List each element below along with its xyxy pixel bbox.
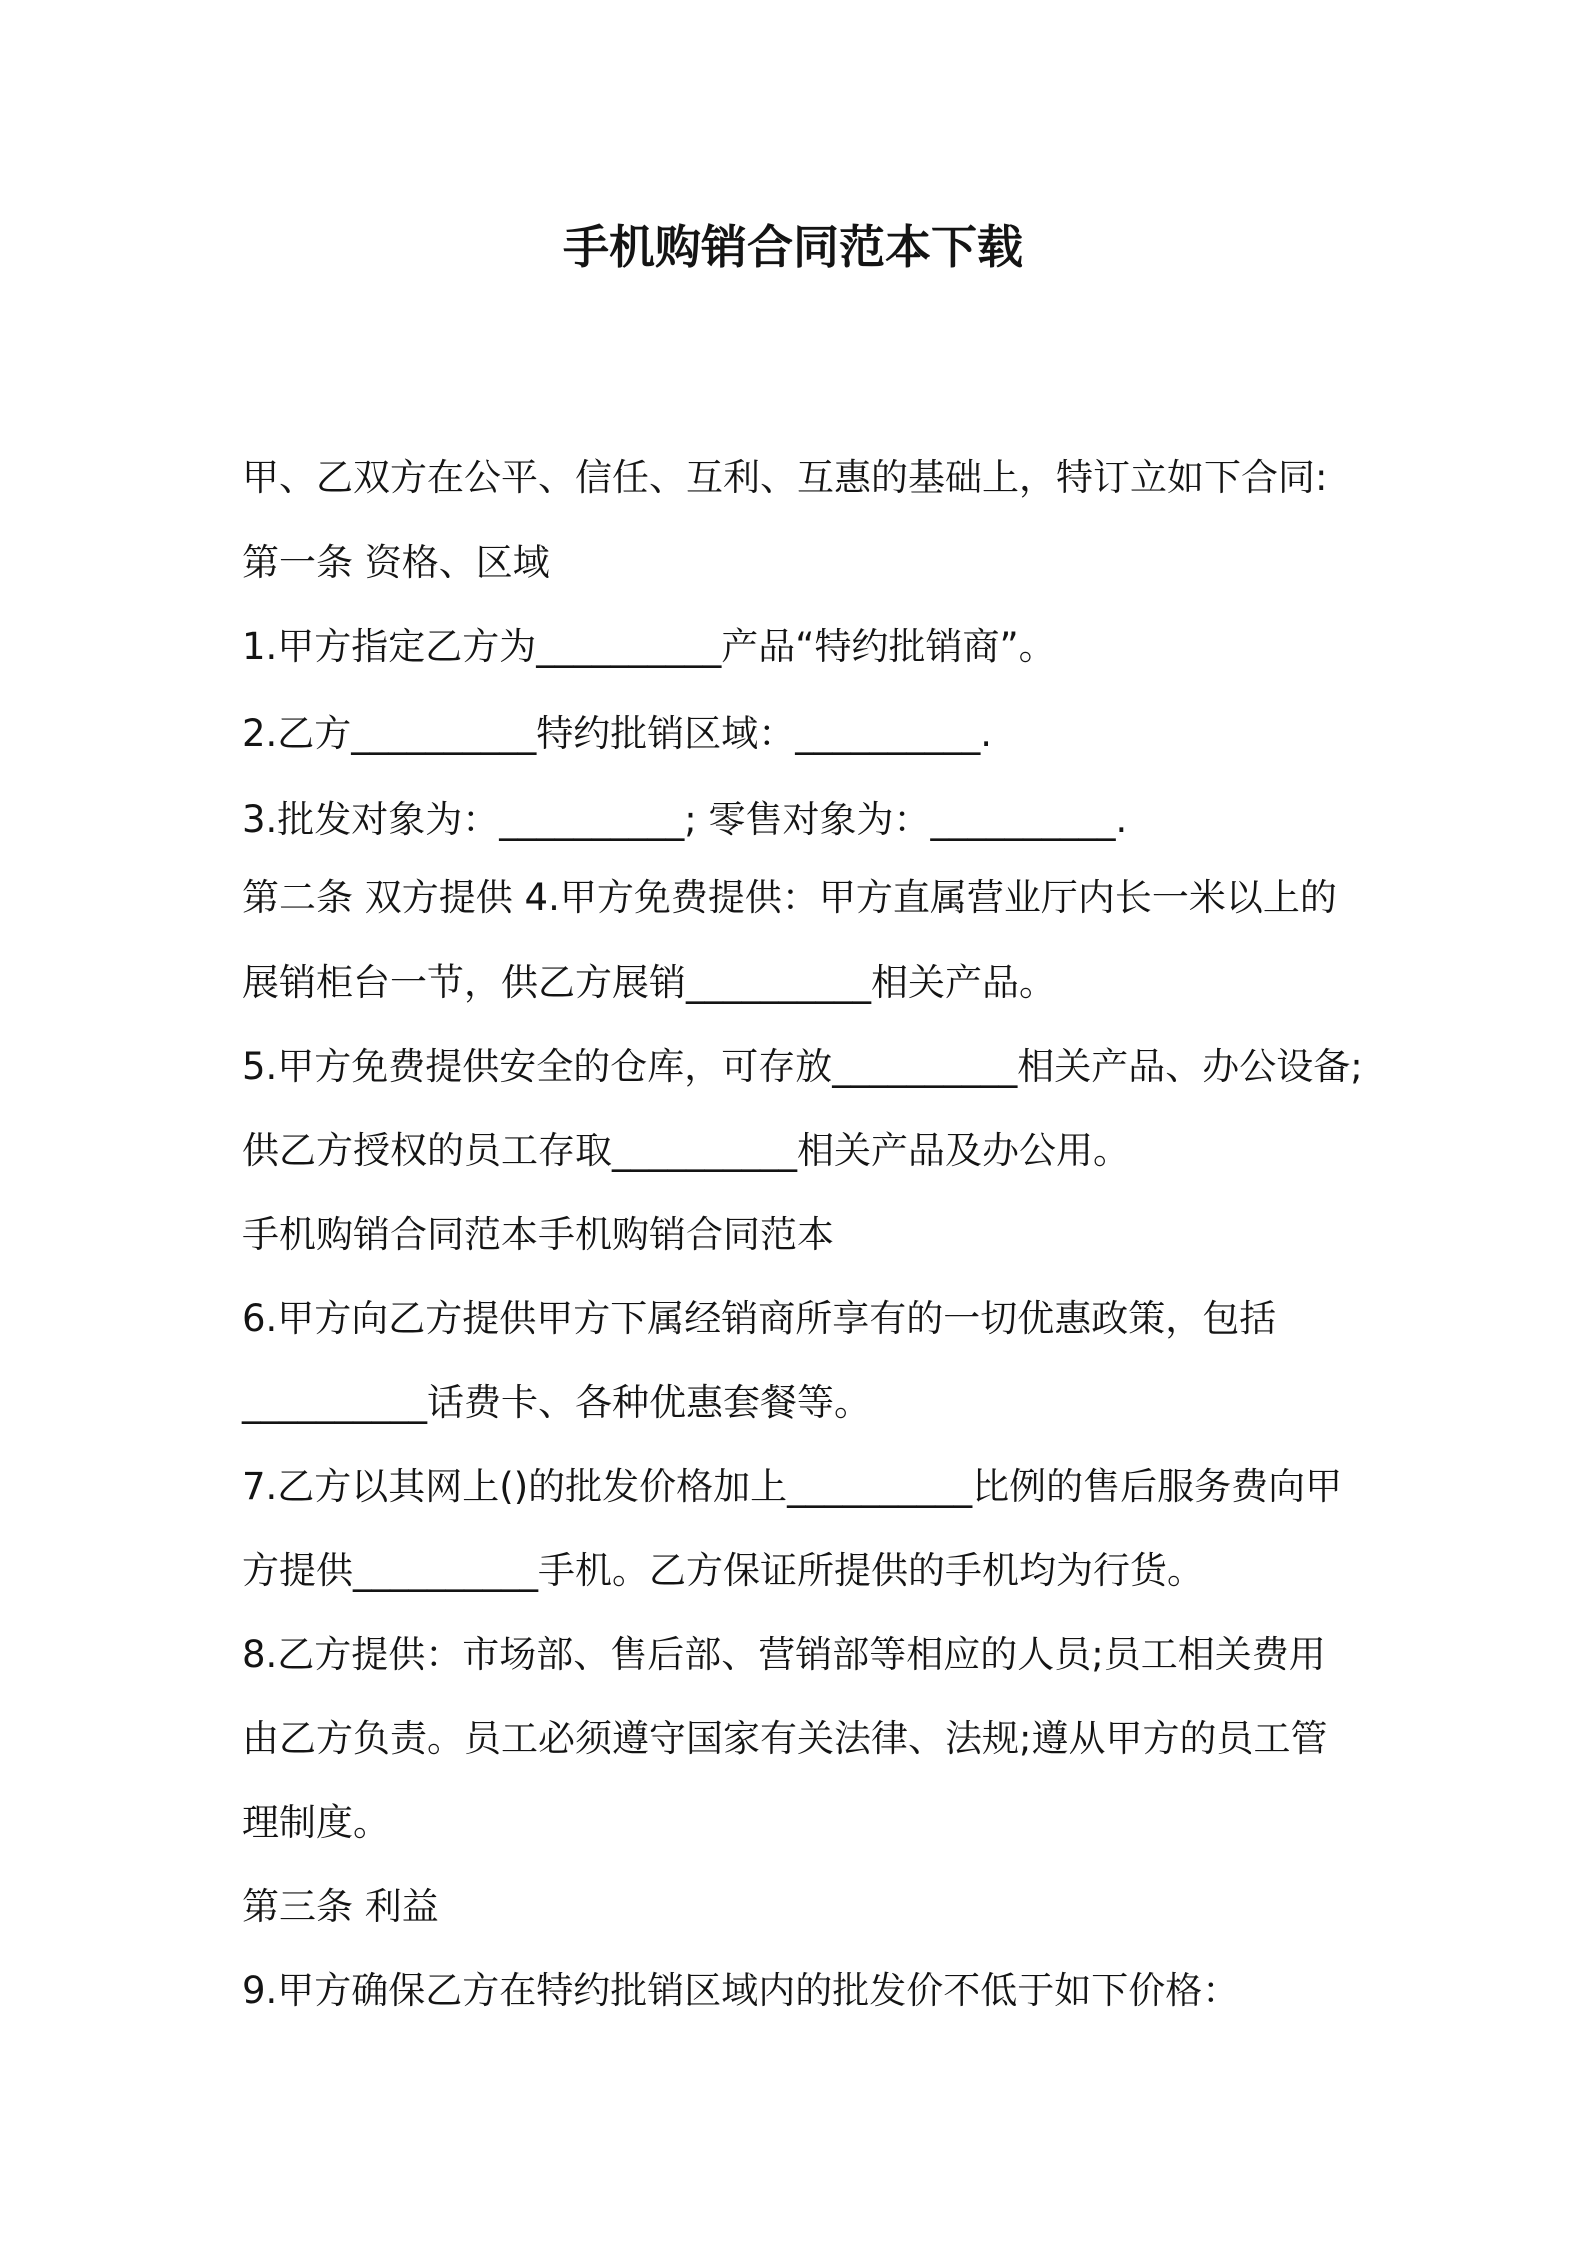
article-heading-2-clause-4: 第二条 双方提供 4.甲方免费提供：甲方直属营业厅内长一米以上的 bbox=[242, 876, 1337, 919]
document-title: 手机购销合同范本下载 bbox=[563, 220, 1023, 274]
clause-5-continued: 供乙方授权的员工存取__________相关产品及办公用。 bbox=[242, 1129, 1130, 1172]
article-heading-1: 第一条 资格、区域 bbox=[242, 541, 550, 584]
clause-9: 9.甲方确保乙方在特约批销区域内的批发价不低于如下价格： bbox=[242, 1969, 1240, 2012]
repeated-heading-text: 手机购销合同范本手机购销合同范本 bbox=[242, 1213, 834, 1256]
clause-5: 5.甲方免费提供安全的仓库，可存放__________相关产品、办公设备; bbox=[242, 1045, 1363, 1088]
article-heading-3: 第三条 利益 bbox=[242, 1885, 439, 1928]
clause-2: 2.乙方__________特约批销区域：__________. bbox=[242, 712, 993, 755]
clause-1: 1.甲方指定乙方为__________产品“特约批销商”。 bbox=[242, 625, 1056, 668]
clause-6-continued: __________话费卡、各种优惠套餐等。 bbox=[242, 1381, 871, 1424]
clause-7-continued: 方提供__________手机。乙方保证所提供的手机均为行货。 bbox=[242, 1549, 1204, 1592]
clause-6: 6.甲方向乙方提供甲方下属经销商所享有的一切优惠政策，包括 bbox=[242, 1297, 1277, 1340]
clause-3: 3.批发对象为：__________; 零售对象为：__________. bbox=[242, 798, 1128, 841]
clause-8: 8.乙方提供：市场部、售后部、营销部等相应的人员;员工相关费用 bbox=[242, 1633, 1326, 1676]
paragraph-preamble: 甲、乙双方在公平、信任、互利、互惠的基础上，特订立如下合同: bbox=[242, 456, 1328, 499]
clause-8-end: 理制度。 bbox=[242, 1801, 390, 1844]
clause-4-continued: 展销柜台一节，供乙方展销__________相关产品。 bbox=[242, 961, 1056, 1004]
clause-8-continued: 由乙方负责。员工必须遵守国家有关法律、法规;遵从甲方的员工管 bbox=[242, 1717, 1328, 1760]
clause-7: 7.乙方以其网上()的批发价格加上__________比例的售后服务费向甲 bbox=[242, 1465, 1343, 1508]
